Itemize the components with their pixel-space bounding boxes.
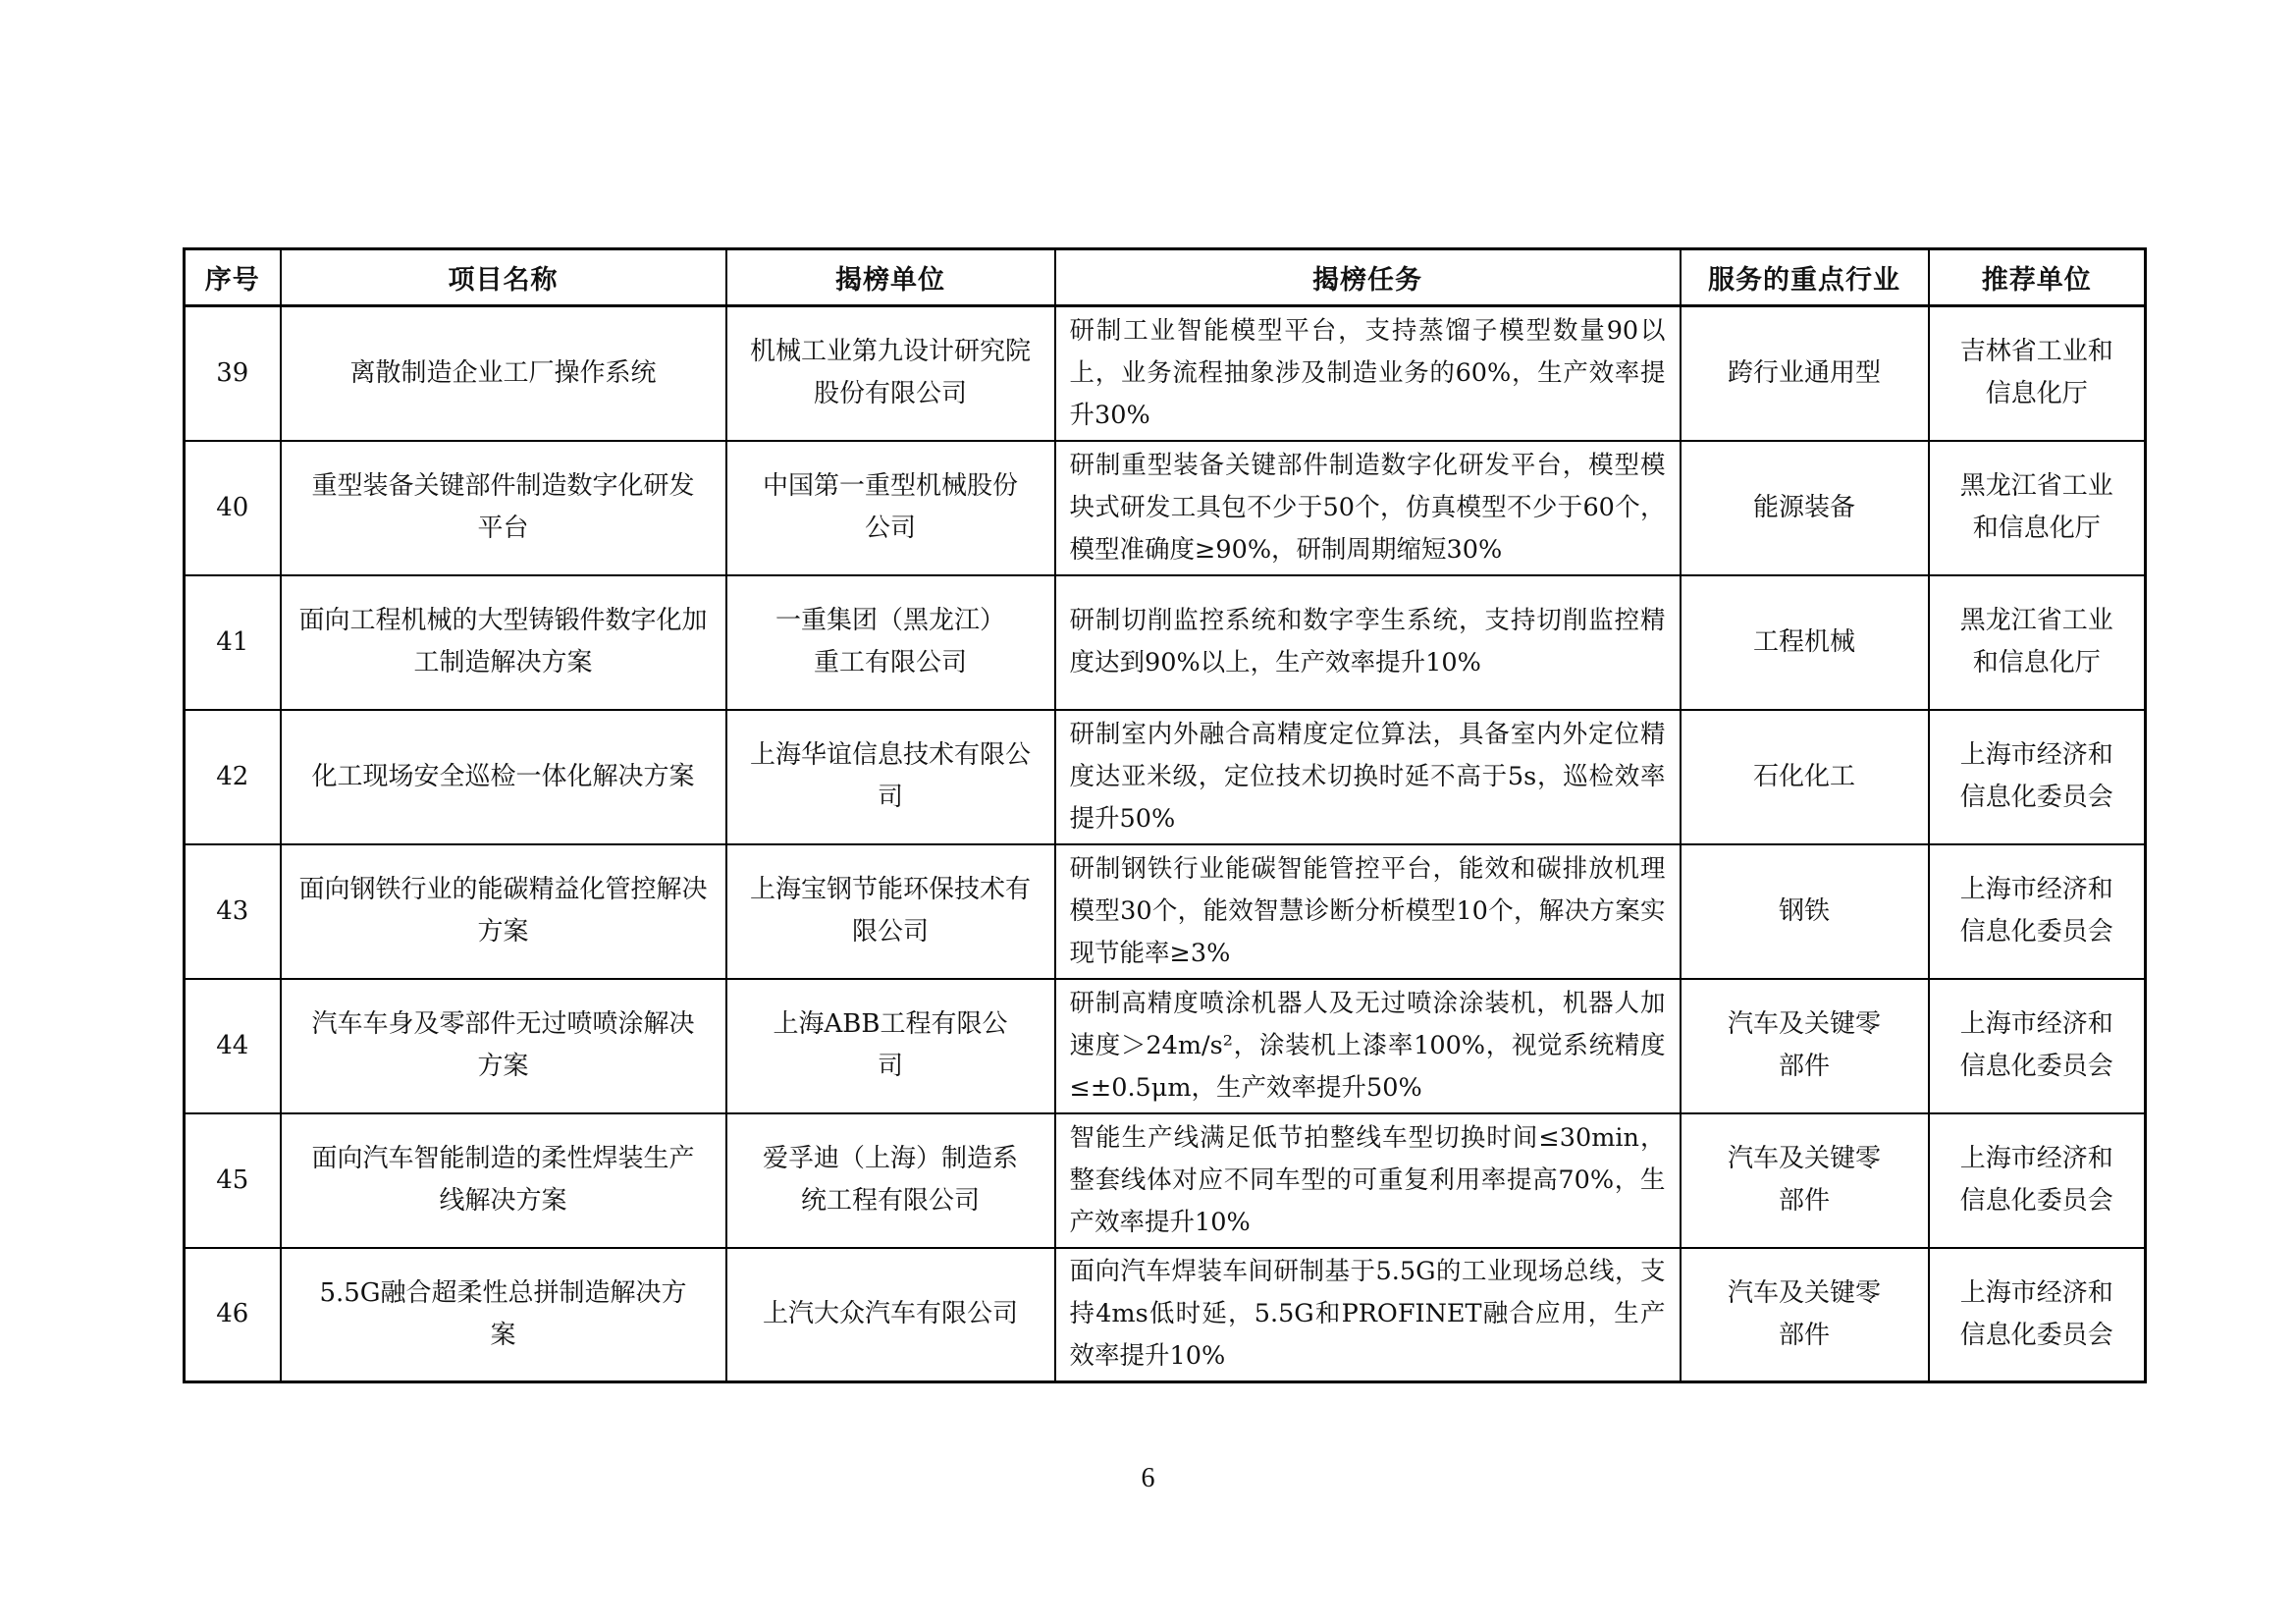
cell-project-name [281, 575, 726, 710]
recommending-unit-text: 黑龙江省工业和信息化厅 [1959, 606, 2113, 677]
cell-bidding-unit [726, 844, 1055, 979]
cell-bidding-unit [726, 306, 1055, 441]
cell-bidding-unit [726, 575, 1055, 710]
table-row [185, 575, 2146, 710]
cell-project-name [281, 844, 726, 979]
cell-project-name [281, 1113, 726, 1248]
page-number: 6 [1141, 1463, 1155, 1493]
table-header-row [185, 249, 2146, 306]
header-project-name: 项目名称 [281, 249, 726, 306]
recommending-unit-text: 吉林省工业和信息化厅 [1959, 337, 2113, 409]
cell-key-industry [1681, 1113, 1929, 1248]
cell-recommending-unit [1929, 844, 2146, 979]
table-row [185, 710, 2146, 844]
recommending-unit-text: 上海市经济和信息化委员会 [1959, 1009, 2113, 1081]
bidding-unit-text: 中国第一重型机械股份公司 [762, 471, 1018, 543]
bidding-unit-text: 上海ABB工程有限公司 [773, 1009, 1008, 1081]
cell-bidding-unit [726, 1113, 1055, 1248]
project-name-text: 5.5G融合超柔性总拼制造解决方案 [319, 1277, 687, 1350]
project-table [183, 247, 2147, 1383]
cell-bidding-task: 研制室内外融合高精度定位算法，具备室内外定位精度达亚米级，定位技术切换时延不高于5s，巡检效率提升50% [1055, 710, 1681, 844]
bidding-unit-text: 上海华谊信息技术有限公司 [749, 740, 1031, 812]
project-name-text: 面向钢铁行业的能碳精益化管控解决方案 [298, 875, 708, 947]
cell-bidding-task: 研制高精度喷涂机器人及无过喷涂涂装机，机器人加速度＞24m/s²，涂装机上漆率100%，视觉系统精度≤±0.5μm，生产效率提升50% [1055, 979, 1681, 1113]
project-name-text: 化工现场安全巡检一体化解决方案 [311, 761, 695, 791]
cell-serial-number: 42 [185, 710, 281, 844]
project-name-text: 汽车车身及零部件无过喷喷涂解决方案 [311, 1009, 695, 1081]
cell-project-name [281, 306, 726, 441]
project-name-text: 面向工程机械的大型铸锻件数字化加工制造解决方案 [298, 606, 708, 677]
cell-bidding-task: 研制重型装备关键部件制造数字化研发平台，模型模块式研发工具包不少于50个，仿真模型不少于60个，模型准确度≥90%，研制周期缩短30% [1055, 441, 1681, 575]
table-row [185, 979, 2146, 1113]
cell-serial-number: 43 [185, 844, 281, 979]
cell-key-industry [1681, 1248, 1929, 1382]
bidding-unit-text: 机械工业第九设计研究院股份有限公司 [749, 337, 1031, 409]
table-row [185, 306, 2146, 441]
key-industry-text: 汽车及关键零部件 [1727, 1144, 1881, 1216]
cell-recommending-unit [1929, 1248, 2146, 1382]
key-industry-text: 汽车及关键零部件 [1727, 1277, 1881, 1350]
cell-bidding-task: 智能生产线满足低节拍整线车型切换时间≤30min，整套线体对应不同车型的可重复利用率提高70%，生产效率提升10% [1055, 1113, 1681, 1248]
recommending-unit-text: 上海市经济和信息化委员会 [1959, 1144, 2113, 1216]
cell-bidding-task: 研制工业智能模型平台，支持蒸馏子模型数量90以上，业务流程抽象涉及制造业务的60%，生产效率提升30% [1055, 306, 1681, 441]
cell-bidding-task: 研制切削监控系统和数字孪生系统，支持切削监控精度达到90%以上，生产效率提升10% [1055, 575, 1681, 710]
cell-serial-number: 40 [185, 441, 281, 575]
header-recommending-unit: 推荐单位 [1929, 249, 2146, 306]
cell-serial-number: 41 [185, 575, 281, 710]
cell-bidding-task: 面向汽车焊装车间研制基于5.5G的工业现场总线，支持4ms低时延，5.5G和PROFINET融合应用，生产效率提升10% [1055, 1248, 1681, 1382]
cell-key-industry: 钢铁 [1681, 844, 1929, 979]
header-key-industry: 服务的重点行业 [1681, 249, 1929, 306]
cell-key-industry: 能源装备 [1681, 441, 1929, 575]
cell-bidding-unit [726, 710, 1055, 844]
cell-serial-number: 39 [185, 306, 281, 441]
recommending-unit-text: 黑龙江省工业和信息化厅 [1959, 471, 2113, 543]
bidding-unit-text: 一重集团（黑龙江）重工有限公司 [774, 606, 1005, 677]
cell-recommending-unit [1929, 1113, 2146, 1248]
cell-project-name [281, 441, 726, 575]
cell-bidding-unit [726, 441, 1055, 575]
cell-project-name [281, 979, 726, 1113]
cell-serial-number: 46 [185, 1248, 281, 1382]
recommending-unit-text: 上海市经济和信息化委员会 [1959, 1277, 2113, 1350]
cell-serial-number: 44 [185, 979, 281, 1113]
cell-key-industry [1681, 979, 1929, 1113]
cell-project-name [281, 710, 726, 844]
header-bidding-unit: 揭榜单位 [726, 249, 1055, 306]
table-row [185, 844, 2146, 979]
cell-serial-number: 45 [185, 1113, 281, 1248]
table-row [185, 441, 2146, 575]
project-name-text: 面向汽车智能制造的柔性焊装生产线解决方案 [311, 1144, 695, 1216]
header-serial-number: 序号 [185, 249, 281, 306]
cell-bidding-unit [726, 979, 1055, 1113]
header-bidding-task: 揭榜任务 [1055, 249, 1681, 306]
table-row [185, 1248, 2146, 1382]
cell-bidding-unit: 上汽大众汽车有限公司 [726, 1248, 1055, 1382]
cell-recommending-unit [1929, 979, 2146, 1113]
cell-recommending-unit [1929, 710, 2146, 844]
cell-key-industry: 石化化工 [1681, 710, 1929, 844]
recommending-unit-text: 上海市经济和信息化委员会 [1959, 740, 2113, 812]
cell-key-industry: 工程机械 [1681, 575, 1929, 710]
bidding-unit-text: 上海宝钢节能环保技术有限公司 [749, 875, 1031, 947]
cell-bidding-task: 研制钢铁行业能碳智能管控平台，能效和碳排放机理模型30个，能效智慧诊断分析模型10个，解决方案实现节能率≥3% [1055, 844, 1681, 979]
project-name-text: 重型装备关键部件制造数字化研发平台 [311, 471, 695, 543]
cell-key-industry: 跨行业通用型 [1681, 306, 1929, 441]
bidding-unit-text: 爱孚迪（上海）制造系统工程有限公司 [763, 1144, 1019, 1216]
project-name-text: 离散制造企业工厂操作系统 [349, 357, 657, 388]
cell-recommending-unit [1929, 441, 2146, 575]
recommending-unit-text: 上海市经济和信息化委员会 [1959, 875, 2113, 947]
key-industry-text: 汽车及关键零部件 [1727, 1009, 1881, 1081]
table-row [185, 1113, 2146, 1248]
cell-project-name [281, 1248, 726, 1382]
cell-recommending-unit [1929, 306, 2146, 441]
cell-recommending-unit [1929, 575, 2146, 710]
